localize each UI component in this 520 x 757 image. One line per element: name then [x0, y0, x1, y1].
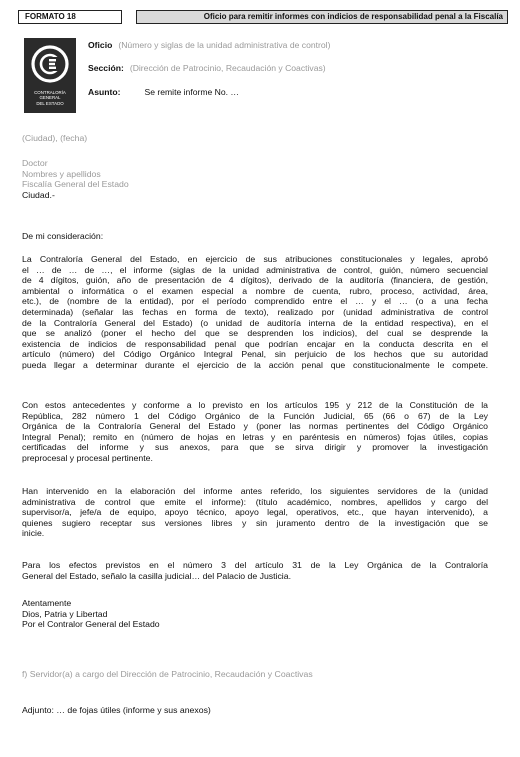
- format-title: Oficio para remitir informes con indicios de responsabilidad penal a la Fiscalía: [136, 10, 508, 24]
- greeting: De mi consideración:: [22, 231, 104, 241]
- seccion-line: Sección: (Dirección de Patrocinio, Recaudación y Coactivas): [88, 63, 326, 73]
- paragraph-legal-basis: Con estos antecedentes y conforme a lo previsto en los artículos 195 y 212 de la Constitución de la República, 282 número 1 del Código Orgánico de la Función Judicial, 65 (66 o 67) de la Ley Orgánica de la Contraloría General del Estado y (poner las normas pertinentes del Código Orgánico Integral Penal); remito en (número de hojas en letras y en paréntesis en números) fojas útiles, copias certificadas del informe y sus anexos, para que se sirva dirigir y promover la investigación preprocesal y procesal pertinente.: [22, 400, 488, 463]
- paragraph-judicial-box: Para los efectos previstos en el número 3 del artículo 31 de la Ley Orgánica de la Contraloría General del Estado, señalo la casilla judicial… del Palacio de Justicia.: [22, 560, 488, 581]
- attachment-line: Adjunto: … de fojas útiles (informe y sus anexos): [22, 705, 211, 715]
- asunto-line: Asunto: Se remite informe No. …: [88, 87, 240, 97]
- cge-emblem-icon: [30, 44, 70, 84]
- logo-caption: CONTRALORÍA GENERAL DEL ESTADO: [34, 90, 66, 106]
- contraloria-logo: [24, 38, 76, 113]
- paragraph-participants: Han intervenido en la elaboración del informe antes referido, los siguientes servidores de la (unidad administrativa de control que emite el informe): (título académico, nombres, apellidos y cargo del supervisor/a, jefe/a de equipo, apoyo técnico, apoyo legal, operativos, etc., que hayan intervenido), a quienes sugiero receptar sus versiones libres y sin juramento dentro de la investigación que se inicie.: [22, 486, 488, 539]
- closing-block: Atentamente Dios, Patria y Libertad Por el Contralor General del Estado: [22, 598, 160, 630]
- format-label: FORMATO 18: [18, 10, 122, 24]
- addressee-block: Doctor Nombres y apellidos Fiscalía General del Estado Ciudad.-: [22, 158, 129, 200]
- paragraph-approval: La Contraloría General del Estado, en ejercicio de sus atribuciones constitucionales y legales, aprobó el … de … de …, el informe (siglas de la unidad administrativa de control, guión, número secuencial de 4 dígitos, guión, año de presentación de 4 dígitos), derivado de la auditoría (financiera, de gestión, ambiental o informática o el examen especial a nombre de cuenta, rubro, proceso, actividad, área, etc.), de (nombre de la entidad), por el período comprendido entre el … y el … (o a una fecha determinada) (señalar las fechas en forma de texto), realizado por (unidad administrativa de control de la Contraloría General del Estado) (o unidad de auditoría interna de la entidad respectiva), en el que se analizó (poner el hecho del que se desprenden los indicios), del cual se desprende la existencia de indicios de responsabilidad penal que podrían encajar en la conducta descrita en el artículo (número) del Código Orgánico Integral Penal, sin perjuicio de los hechos que su autoridad pueda llegar a determinar durante el ejercicio de la acción penal que constitucionalmente le compete.: [22, 254, 488, 370]
- oficio-line: Oficio (Número y siglas de la unidad administrativa de control): [88, 40, 331, 50]
- format-header: [18, 10, 508, 24]
- signature-line: f) Servidor(a) a cargo del Dirección de Patrocinio, Recaudación y Coactivas: [22, 669, 313, 679]
- place-date: (Ciudad), (fecha): [22, 133, 88, 143]
